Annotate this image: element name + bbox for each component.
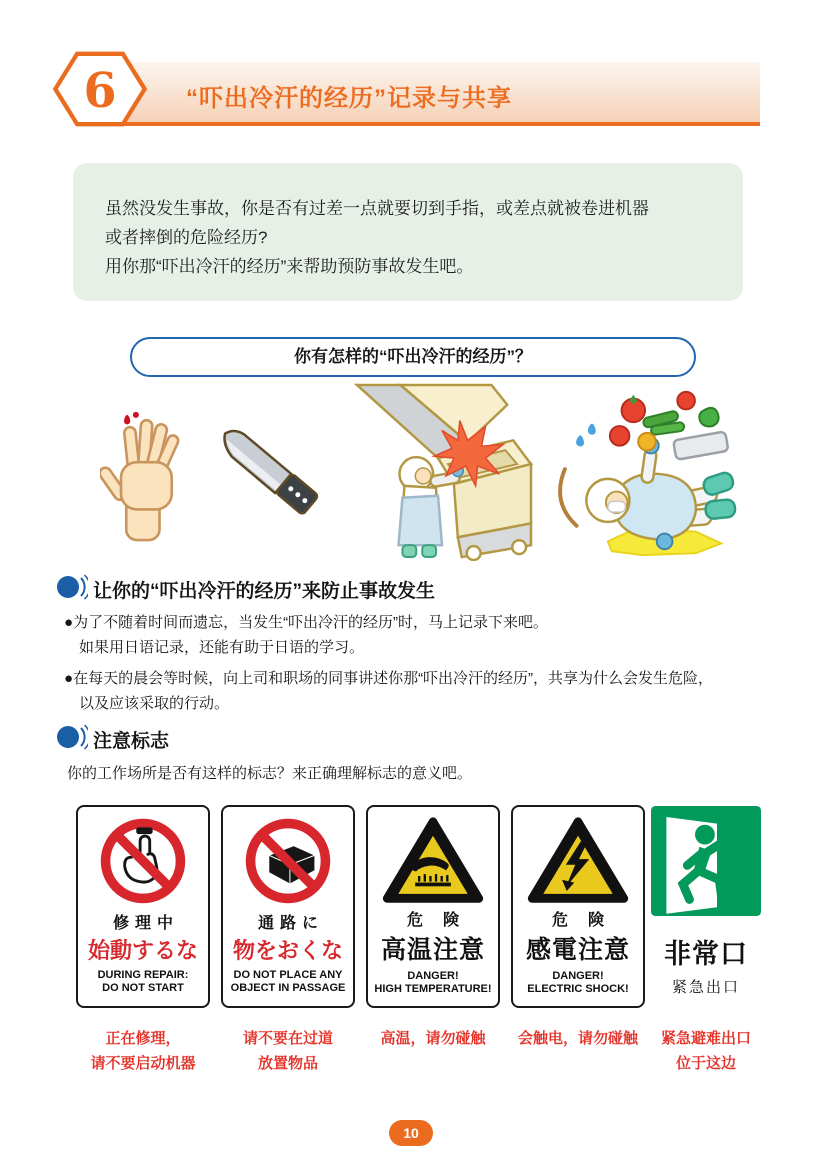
sign-caption: 会触电，请勿碰触	[517, 1030, 638, 1047]
emergency-exit-icon	[651, 805, 761, 917]
worker-apron	[398, 496, 442, 545]
sign-caption: 正在修理， 请不要启动机器	[90, 1030, 196, 1072]
cut-finger-hand-illustration	[100, 398, 205, 556]
intro-box	[73, 163, 743, 301]
high-temperature-warning-icon	[381, 816, 485, 906]
bullet-item: ●在每天的晨会等时候，向上司和职场的同事讲述你那“吓出冷汗的经历”，共享为什么会发生危险，	[64, 670, 714, 687]
sign-caption: 紧急避难出口 位于这边	[660, 1030, 751, 1072]
bullet-item-continuation: 如果用日语记录，还能有助于日语的学习。	[79, 639, 365, 656]
sign-english: DO NOT PLACE ANY OBJECT IN PASSAGE	[230, 969, 346, 994]
yellow-pepper	[638, 433, 656, 451]
sign-emergency-exit	[651, 805, 761, 997]
intro-line: 虽然没发生事故，你是否有过差一点就要切到手指，或差点就被卷进机器	[105, 199, 649, 218]
blood-drop	[124, 415, 130, 425]
page-number-badge: 10	[389, 1120, 433, 1146]
question-box: 你有怎样的“吓出冷汗的经历”？	[130, 337, 696, 377]
tomato	[677, 392, 695, 410]
sign-jp-top: 危険	[551, 912, 624, 929]
sign-during-repair	[76, 805, 210, 1008]
bullet-item: ●为了不随着时间而遗忘，当发生“吓出冷汗的经历”时，马上记录下来吧。	[64, 614, 549, 631]
blood-drop	[133, 412, 139, 418]
face-mask	[608, 501, 626, 512]
no-start-prohibition-icon	[95, 813, 191, 909]
sign-english: DANGER! HIGH TEMPERATURE!	[374, 970, 492, 995]
section-signs-title: 注意标志	[93, 731, 170, 752]
page-title: “吓出冷汗的经历”记录与共享	[186, 85, 512, 112]
green-pepper	[699, 408, 718, 427]
kitchen-knife-illustration	[205, 400, 330, 545]
hand-caught-in-machine-illustration	[342, 383, 542, 561]
sign-high-temperature	[366, 805, 500, 1008]
sign-jp-main: 感電注意	[525, 936, 630, 964]
sweat-drop	[588, 424, 596, 435]
intro-line: 或者摔倒的危险经历?	[105, 228, 268, 247]
section-bullet-icon	[56, 722, 88, 752]
chapter-number-hexagon-icon	[52, 50, 148, 128]
sign-jp-sub: 紧急出口	[671, 979, 740, 996]
sign-caption: 请不要在过道 放置物品	[242, 1030, 333, 1072]
section-bullet-icon	[56, 572, 88, 602]
section-prevent-title: 让你的“吓出冷汗的经历”来防止事故发生	[93, 581, 436, 602]
sign-english: DANGER! ELECTRIC SHOCK!	[527, 970, 629, 995]
tomato	[610, 426, 630, 446]
prevent-bullet-list	[64, 610, 779, 716]
electric-shock-warning-icon	[526, 816, 630, 906]
sign-jp-top: 通路に	[257, 915, 324, 932]
no-objects-in-passage-prohibition-icon	[240, 813, 336, 909]
slip-and-fall-illustration	[548, 385, 746, 561]
section-signs-subtitle: 你的工作场所是否有这样的标志？来正确理解标志的意义吧。	[67, 765, 473, 782]
sign-electric-shock	[511, 805, 645, 1008]
bullet-item-continuation: 以及应该采取的行动。	[79, 695, 230, 712]
sign-jp-top: 修理中	[112, 915, 179, 932]
sign-jp-main: 物をおくな	[232, 938, 343, 963]
sign-caption: 高温，请勿碰触	[380, 1030, 486, 1047]
chapter-number: 6	[83, 63, 117, 120]
sign-jp-top: 危険	[406, 912, 479, 929]
sign-no-objects	[221, 805, 355, 1008]
tray	[673, 431, 728, 459]
sign-jp-main: 非常口	[664, 939, 748, 969]
intro-line: 用你那“吓出冷汗的经历”来帮助预防事故发生吧。	[105, 257, 474, 276]
sweat-drop	[576, 435, 584, 446]
sign-jp-main: 始動するな	[87, 938, 198, 963]
sign-jp-main: 高温注意	[380, 936, 485, 964]
sign-english: DURING REPAIR: DO NOT START	[97, 969, 189, 994]
